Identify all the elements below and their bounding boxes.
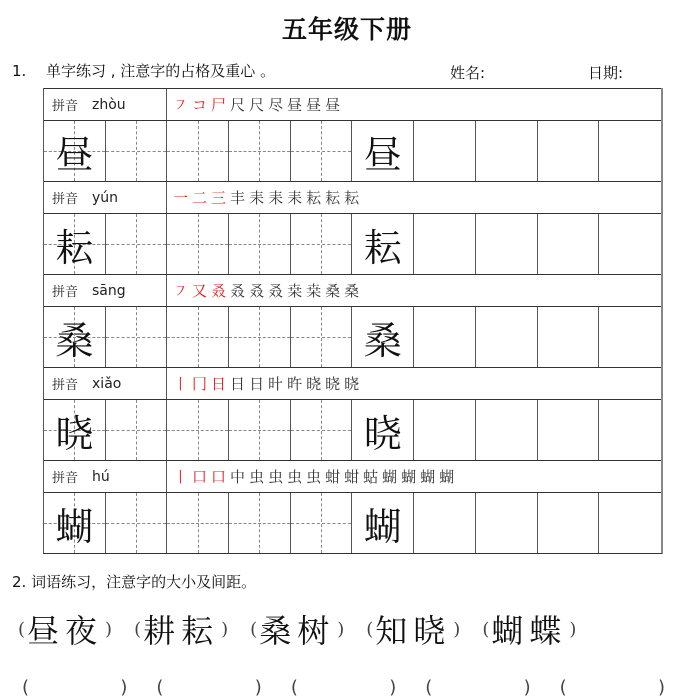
writing-cell[interactable]	[44, 214, 106, 274]
writing-cell[interactable]	[599, 214, 661, 274]
stroke-order	[167, 368, 661, 399]
section2-instruction: 2. 词语练习，注意字的大小及间距。	[12, 573, 257, 591]
stroke-step: 叒	[249, 282, 265, 300]
open-paren: (	[250, 618, 258, 640]
pinyin-label	[44, 182, 167, 213]
writing-cell[interactable]	[291, 493, 353, 553]
stroke-step: 昼	[325, 96, 341, 114]
open-paren: (	[156, 677, 164, 698]
name-label: 姓名:	[450, 64, 486, 82]
character-practice-grid	[43, 88, 663, 554]
writing-cell[interactable]	[476, 121, 538, 181]
close-paren: )	[105, 618, 113, 640]
model-character: 桑	[363, 318, 402, 363]
model-character: 昼	[55, 132, 94, 177]
model-character: 晓	[55, 411, 94, 456]
writing-cell[interactable]	[291, 400, 353, 460]
open-paren: (	[425, 677, 433, 698]
stroke-step: 耒	[268, 189, 284, 207]
answer-blank[interactable]	[425, 677, 530, 698]
writing-cell[interactable]	[44, 493, 106, 553]
writing-cell[interactable]	[106, 307, 168, 367]
stroke-step: 虫	[306, 468, 322, 486]
page-title: 五年级下册	[281, 15, 412, 44]
stroke-step: 桑	[344, 282, 360, 300]
writing-cell[interactable]	[599, 121, 661, 181]
answer-blank[interactable]	[560, 677, 665, 698]
stroke-step: 蝴	[439, 468, 455, 486]
pinyin-row	[44, 274, 661, 307]
stroke-step: 晓	[325, 375, 341, 393]
answer-blank[interactable]	[22, 677, 127, 698]
writing-cell[interactable]	[414, 121, 476, 181]
stroke-step: 晓	[306, 375, 322, 393]
stroke-step: 耘	[306, 189, 322, 207]
stroke-step: 耘	[344, 189, 360, 207]
stroke-step: 三	[211, 189, 227, 207]
writing-cell[interactable]	[476, 307, 538, 367]
stroke-step: 口	[192, 468, 208, 486]
writing-cell[interactable]	[538, 214, 600, 274]
stroke-step: 冂	[192, 375, 208, 393]
writing-cell[interactable]	[229, 400, 291, 460]
stroke-step: 昼	[287, 96, 303, 114]
open-paren: (	[134, 618, 142, 640]
stroke-step: 又	[192, 282, 208, 300]
stroke-order	[167, 182, 661, 213]
stroke-step: 蝴	[420, 468, 436, 486]
model-character: 桑	[55, 318, 94, 363]
writing-cell[interactable]	[599, 493, 661, 553]
writing-cell[interactable]	[414, 214, 476, 274]
stroke-step: 尸	[211, 96, 227, 114]
close-paren: )	[453, 618, 461, 640]
stroke-step: 丰	[230, 189, 246, 207]
stroke-step: 尺	[249, 96, 265, 114]
writing-cell[interactable]	[414, 307, 476, 367]
open-paren: (	[366, 618, 374, 640]
writing-cell[interactable]	[291, 121, 353, 181]
writing-row	[44, 493, 661, 553]
pinyin-label	[44, 89, 167, 120]
stroke-step: 桑	[325, 282, 341, 300]
writing-cell[interactable]	[106, 214, 168, 274]
writing-cell[interactable]	[106, 493, 168, 553]
writing-cell[interactable]	[44, 307, 106, 367]
stroke-step: 叒	[268, 282, 284, 300]
writing-cell[interactable]	[167, 214, 229, 274]
stroke-step: 桒	[287, 282, 303, 300]
writing-row	[44, 400, 661, 460]
writing-cell[interactable]	[229, 307, 291, 367]
model-character: 晓	[363, 411, 402, 456]
open-paren: (	[290, 677, 298, 698]
writing-cell[interactable]	[476, 493, 538, 553]
writing-cell[interactable]	[538, 400, 600, 460]
pinyin-prefix: 拼音	[52, 192, 79, 207]
section1-number: 1.	[12, 62, 27, 80]
pinyin-prefix: 拼音	[52, 285, 79, 300]
stroke-step: 虫	[249, 468, 265, 486]
pinyin-prefix: 拼音	[52, 471, 79, 486]
stroke-step: 耒	[249, 189, 265, 207]
stroke-step: 丨	[173, 375, 189, 393]
model-character: 耘	[55, 225, 94, 270]
writing-cell[interactable]	[538, 493, 600, 553]
model-character: 耘	[363, 225, 402, 270]
stroke-step: 蚶	[344, 468, 360, 486]
pinyin-row	[44, 460, 661, 493]
writing-cell[interactable]	[476, 400, 538, 460]
writing-cell[interactable]	[291, 214, 353, 274]
stroke-order	[167, 89, 661, 120]
stroke-step: 叒	[211, 282, 227, 300]
word-answer-blanks	[22, 677, 694, 698]
stroke-step: コ	[192, 96, 208, 114]
stroke-step: 蛄	[363, 468, 379, 486]
close-paren: )	[523, 677, 531, 698]
stroke-step: 尺	[230, 96, 246, 114]
stroke-step: 尽	[268, 96, 284, 114]
writing-cell[interactable]	[106, 121, 168, 181]
answer-blank[interactable]	[291, 677, 396, 698]
word-item	[18, 606, 112, 652]
stroke-step: 叒	[230, 282, 246, 300]
writing-cell[interactable]	[414, 493, 476, 553]
word-text: 耕耘	[143, 612, 220, 650]
close-paren: )	[569, 618, 577, 640]
writing-cell[interactable]	[352, 400, 414, 460]
pinyin-prefix: 拼音	[52, 99, 79, 114]
word-text: 蝴蝶	[491, 612, 568, 650]
stroke-step: 蚶	[325, 468, 341, 486]
pinyin-prefix: 拼音	[52, 378, 79, 393]
writing-cell[interactable]	[229, 214, 291, 274]
stroke-order	[167, 275, 661, 306]
close-paren: )	[337, 618, 345, 640]
stroke-step: 虫	[268, 468, 284, 486]
pinyin-label	[44, 275, 167, 306]
pinyin-row	[44, 367, 661, 400]
writing-cell[interactable]	[167, 493, 229, 553]
writing-cell[interactable]	[414, 400, 476, 460]
close-paren: )	[658, 677, 666, 698]
writing-cell[interactable]	[352, 493, 414, 553]
section1-instruction	[12, 60, 275, 81]
stroke-step: 日	[249, 375, 265, 393]
writing-cell[interactable]	[167, 121, 229, 181]
model-character: 昼	[363, 132, 402, 177]
writing-cell[interactable]	[352, 121, 414, 181]
stroke-step: 蝴	[382, 468, 398, 486]
pinyin-value: hú	[92, 468, 110, 485]
open-paren: (	[18, 618, 26, 640]
stroke-step: 一	[173, 189, 189, 207]
pinyin-value: zhòu	[92, 96, 126, 113]
stroke-step: 旿	[287, 375, 303, 393]
stroke-step: 旪	[268, 375, 284, 393]
writing-row	[44, 214, 661, 274]
writing-cell[interactable]	[599, 307, 661, 367]
writing-row	[44, 307, 661, 367]
close-paren: )	[221, 618, 229, 640]
stroke-step: 桒	[306, 282, 322, 300]
writing-cell[interactable]	[167, 400, 229, 460]
stroke-step: 昼	[306, 96, 322, 114]
word-item	[134, 606, 228, 652]
stroke-step: ㇇	[173, 96, 189, 114]
word-practice-list	[18, 606, 694, 652]
stroke-step: 二	[192, 189, 208, 207]
word-text: 知晓	[375, 612, 452, 650]
model-character: 蝴	[363, 504, 402, 549]
writing-cell[interactable]	[538, 307, 600, 367]
writing-cell[interactable]	[106, 400, 168, 460]
pinyin-row	[44, 181, 661, 214]
word-item	[482, 606, 576, 652]
open-paren: (	[559, 677, 567, 698]
stroke-step: 丨	[173, 468, 189, 486]
word-text: 桑树	[259, 612, 336, 650]
writing-row	[44, 121, 661, 181]
pinyin-label	[44, 461, 167, 492]
stroke-step: ㇇	[173, 282, 189, 300]
answer-blank[interactable]	[156, 677, 261, 698]
stroke-step: 蝴	[401, 468, 417, 486]
date-label: 日期:	[588, 64, 624, 82]
word-item	[366, 606, 460, 652]
word-item	[250, 606, 344, 652]
writing-cell[interactable]	[44, 400, 106, 460]
stroke-step: 虫	[287, 468, 303, 486]
pinyin-value: yún	[92, 189, 119, 206]
writing-cell[interactable]	[352, 307, 414, 367]
writing-cell[interactable]	[229, 121, 291, 181]
stroke-step: 日	[230, 375, 246, 393]
writing-cell[interactable]	[538, 121, 600, 181]
pinyin-value: sāng	[92, 282, 126, 299]
stroke-order	[167, 461, 661, 492]
close-paren: )	[389, 677, 397, 698]
stroke-step: 日	[211, 375, 227, 393]
model-character: 蝴	[55, 504, 94, 549]
writing-cell[interactable]	[291, 307, 353, 367]
writing-cell[interactable]	[229, 493, 291, 553]
writing-cell[interactable]	[44, 121, 106, 181]
word-text: 昼夜	[27, 612, 104, 650]
close-paren: )	[254, 677, 262, 698]
open-paren: (	[482, 618, 490, 640]
stroke-step: 耘	[325, 189, 341, 207]
writing-cell[interactable]	[599, 400, 661, 460]
writing-cell[interactable]	[476, 214, 538, 274]
pinyin-value: xiǎo	[92, 375, 122, 392]
writing-cell[interactable]	[352, 214, 414, 274]
section1-text: 单字练习 , 注意字的占格及重心 。	[46, 62, 276, 80]
stroke-step: 晓	[344, 375, 360, 393]
stroke-step: 耒	[287, 189, 303, 207]
pinyin-row	[44, 88, 661, 121]
pinyin-label	[44, 368, 167, 399]
close-paren: )	[120, 677, 128, 698]
stroke-step: 口	[211, 468, 227, 486]
stroke-step: 中	[230, 468, 246, 486]
open-paren: (	[22, 677, 30, 698]
writing-cell[interactable]	[167, 307, 229, 367]
